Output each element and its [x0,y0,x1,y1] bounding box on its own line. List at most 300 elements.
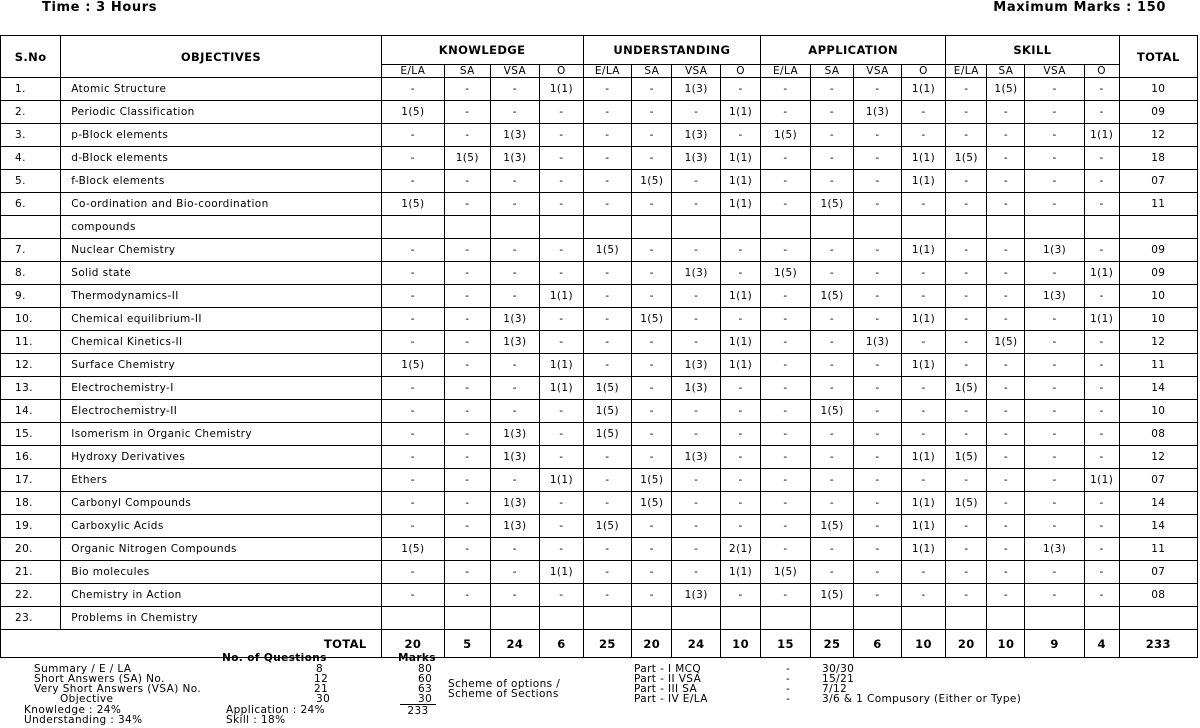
totals-cell: 4 [1084,630,1119,658]
row-cell: - [810,538,853,561]
row-cell: 1(5) [632,308,672,331]
row-cell: 1(3) [672,78,721,101]
max-marks-label: Maximum Marks : 150 [993,0,1166,15]
row-cell: 1(5) [946,446,987,469]
row-cell: - [672,331,721,354]
totals-cell: 6 [854,630,902,658]
row-total: 12 [1119,331,1197,354]
sub-header-cell: O [540,65,583,78]
row-cell: - [810,101,853,124]
part-label: Part - III SA [634,683,698,695]
row-cell: - [540,262,583,285]
totals-cell: 25 [583,630,632,658]
row-cell: - [672,423,721,446]
row-cell: 1(1) [540,285,583,308]
row-cell: - [445,239,490,262]
row-cell [987,607,1025,630]
row-cell: 1(1) [540,377,583,400]
totals-cell: 20 [632,630,672,658]
row-topic: Carbonyl Compounds [61,492,381,515]
row-sno: 10. [1,308,61,331]
row-cell: - [761,101,811,124]
row-cell: - [445,78,490,101]
row-cell: - [445,446,490,469]
row-total: 12 [1119,446,1197,469]
row-cell: - [901,400,945,423]
grand-total: 233 [1119,630,1197,658]
row-cell: - [1084,147,1119,170]
row-cell: - [583,446,632,469]
row-sno: 15. [1,423,61,446]
row-cell: - [854,308,902,331]
row-cell: - [490,101,540,124]
row-cell: - [1025,193,1084,216]
row-cell: - [987,124,1025,147]
summary-questions-heading: No. of Questions [222,652,327,664]
row-cell: - [901,193,945,216]
row-cell: - [540,446,583,469]
row-cell: - [987,423,1025,446]
row-cell: 1(5) [761,124,811,147]
row-cell: - [720,446,760,469]
row-cell: 1(1) [720,101,760,124]
row-cell: 1(1) [1084,308,1119,331]
row-cell: 1(5) [381,538,444,561]
row-cell: - [854,538,902,561]
row-total: 10 [1119,308,1197,331]
row-cell: 1(3) [490,308,540,331]
row-topic: Atomic Structure [61,78,381,101]
row-cell [946,607,987,630]
row-sno: 18. [1,492,61,515]
sub-header-cell: E/LA [381,65,444,78]
row-cell: 1(5) [761,561,811,584]
row-cell: - [490,400,540,423]
row-cell: - [810,469,853,492]
row-cell: - [854,124,902,147]
row-cell: - [1084,446,1119,469]
summary-line-label: Very Short Answers (VSA) No. [34,683,202,695]
totals-cell: 24 [490,630,540,658]
row-cell: 1(1) [720,331,760,354]
totals-cell: 24 [672,630,721,658]
summary-total-marks: 233 [400,704,436,717]
table-row [1,377,1198,400]
row-cell: - [445,492,490,515]
row-cell: - [946,124,987,147]
row-cell: 1(3) [490,515,540,538]
row-sno: 19. [1,515,61,538]
row-cell [810,216,853,239]
row-sno: 8. [1,262,61,285]
row-cell: - [761,446,811,469]
row-cell: - [810,170,853,193]
row-cell: 1(1) [901,515,945,538]
table-row [1,308,1198,331]
row-cell: - [1025,515,1084,538]
row-cell: - [720,308,760,331]
understanding-percent: Understanding : 34% [24,714,143,726]
row-cell: - [946,469,987,492]
row-topic: Hydroxy Derivatives [61,446,381,469]
row-cell: - [672,308,721,331]
row-cell: - [854,193,902,216]
row-cell: - [445,308,490,331]
row-cell: - [490,538,540,561]
row-cell: 1(1) [720,561,760,584]
row-cell: - [672,561,721,584]
row-topic: Problems in Chemistry [61,607,381,630]
row-cell: 1(1) [901,492,945,515]
row-cell: 1(5) [810,193,853,216]
row-cell [1025,216,1084,239]
part-label: Part - I MCQ [634,663,702,675]
time-label: Time : 3 Hours [42,0,158,15]
row-cell: - [445,561,490,584]
row-cell: - [381,78,444,101]
table-row [1,469,1198,492]
row-cell: - [854,147,902,170]
row-cell: 1(1) [1084,262,1119,285]
group-application-header: APPLICATION [761,36,946,65]
row-cell: 1(5) [381,101,444,124]
row-cell: - [854,561,902,584]
row-cell: - [1025,101,1084,124]
row-cell: - [1084,101,1119,124]
sub-header-cell: VSA [490,65,540,78]
row-cell: - [583,331,632,354]
row-cell: - [720,377,760,400]
row-cell: - [761,308,811,331]
row-cell: - [854,515,902,538]
row-cell: - [854,354,902,377]
row-cell: - [720,423,760,446]
row-cell: - [1025,400,1084,423]
row-cell: 1(5) [583,515,632,538]
sub-header-cell: SA [445,65,490,78]
row-cell: - [1084,492,1119,515]
row-cell: - [987,377,1025,400]
group-knowledge-header: KNOWLEDGE [381,36,583,65]
row-cell: 1(1) [720,193,760,216]
row-cell: - [583,285,632,308]
row-cell: - [632,239,672,262]
row-cell [854,607,902,630]
group-understanding-header: UNDERSTANDING [583,36,761,65]
row-cell: - [445,469,490,492]
row-cell: 1(1) [901,78,945,101]
row-cell: - [1084,170,1119,193]
row-cell: 1(3) [490,147,540,170]
row-topic: Carboxylic Acids [61,515,381,538]
skill-percent: Skill : 18% [226,714,286,726]
row-cell: - [720,515,760,538]
row-cell: - [490,193,540,216]
row-cell: - [761,469,811,492]
row-cell: - [946,423,987,446]
row-cell: - [1025,124,1084,147]
row-cell: - [445,584,490,607]
row-cell: - [540,193,583,216]
row-cell: - [987,354,1025,377]
row-cell: 1(1) [901,308,945,331]
sub-header-cell: E/LA [761,65,811,78]
row-cell [720,607,760,630]
table-row [1,607,1198,630]
row-cell: - [761,193,811,216]
row-cell: 1(1) [901,170,945,193]
row-cell: 1(3) [490,331,540,354]
sub-header-cell: O [720,65,760,78]
row-cell: - [672,193,721,216]
row-cell: - [672,492,721,515]
table-row [1,147,1198,170]
col-total-header: TOTAL [1119,36,1197,78]
row-topic: Solid state [61,262,381,285]
row-cell: - [583,124,632,147]
row-cell: 1(1) [901,147,945,170]
totals-cell: 10 [901,630,945,658]
row-cell: 1(3) [854,331,902,354]
row-cell: - [583,308,632,331]
row-cell: - [1025,423,1084,446]
row-topic: p-Block elements [61,124,381,147]
row-cell [672,607,721,630]
row-total: 08 [1119,423,1197,446]
row-cell: - [810,561,853,584]
row-cell: - [854,78,902,101]
row-cell: - [810,262,853,285]
row-cell: - [761,584,811,607]
table-row [1,78,1198,101]
row-cell [901,607,945,630]
row-cell: - [987,400,1025,423]
row-cell: - [583,561,632,584]
row-cell: 1(5) [583,377,632,400]
page-header [0,0,1200,30]
row-cell [854,216,902,239]
row-cell: - [901,561,945,584]
row-cell: - [901,124,945,147]
row-cell: 1(5) [632,492,672,515]
row-sno: 5. [1,170,61,193]
row-sno: 16. [1,446,61,469]
row-cell: - [540,515,583,538]
row-cell [672,216,721,239]
row-cell: 1(3) [1025,538,1084,561]
row-topic: Nuclear Chemistry [61,239,381,262]
row-cell: - [946,584,987,607]
row-cell: 1(3) [672,354,721,377]
row-total: 07 [1119,170,1197,193]
row-sno: 17. [1,469,61,492]
row-cell: 2(1) [720,538,760,561]
row-cell: - [720,584,760,607]
row-cell: - [583,469,632,492]
blueprint-table [0,35,1198,658]
row-cell: - [946,400,987,423]
row-cell: - [720,469,760,492]
part-value: 3/6 & 1 Compusory (Either or Type) [822,693,1022,705]
row-topic: Electrochemistry-II [61,400,381,423]
row-sno: 9. [1,285,61,308]
row-cell: - [810,147,853,170]
row-cell: 1(3) [672,377,721,400]
row-cell: 1(3) [490,492,540,515]
row-cell: - [901,331,945,354]
scheme-sections-label: Scheme of Sections [448,688,559,700]
row-cell: 1(5) [583,239,632,262]
row-cell: - [720,78,760,101]
row-cell: - [761,78,811,101]
row-total: 11 [1119,354,1197,377]
row-cell: - [490,285,540,308]
row-cell: - [854,584,902,607]
row-topic: Bio molecules [61,561,381,584]
row-cell [540,216,583,239]
row-cell: - [381,308,444,331]
row-cell: - [761,377,811,400]
row-cell: - [381,515,444,538]
row-sno: 21. [1,561,61,584]
row-total [1119,216,1197,239]
table-row [1,239,1198,262]
row-total [1119,607,1197,630]
row-topic: compounds [61,216,381,239]
row-sno: 22. [1,584,61,607]
row-cell: - [761,170,811,193]
row-cell: 1(3) [672,584,721,607]
row-cell: - [987,446,1025,469]
row-cell: - [761,400,811,423]
row-cell: 1(3) [672,446,721,469]
part-value: 7/12 [822,683,848,695]
row-cell: - [672,101,721,124]
row-cell: 1(1) [540,469,583,492]
row-cell: - [672,515,721,538]
part-value: 30/30 [822,663,855,675]
row-cell: - [632,446,672,469]
row-cell [761,216,811,239]
row-cell: 1(5) [946,147,987,170]
row-cell [381,216,444,239]
row-cell: - [901,469,945,492]
row-topic: Chemistry in Action [61,584,381,607]
row-cell: - [987,193,1025,216]
table-row [1,193,1198,216]
row-cell: 1(5) [583,400,632,423]
row-cell: - [946,331,987,354]
row-cell: - [854,492,902,515]
row-cell: - [583,170,632,193]
part-label: Part - II VSA [634,673,702,685]
row-cell: - [490,78,540,101]
row-cell: 1(3) [672,147,721,170]
sub-header-cell: O [1084,65,1119,78]
summary-marks-heading: Marks [398,652,436,664]
row-cell: - [381,469,444,492]
row-cell: - [632,354,672,377]
row-cell: - [1025,354,1084,377]
row-cell [901,216,945,239]
row-total: 10 [1119,285,1197,308]
row-cell [540,607,583,630]
row-cell: - [1084,515,1119,538]
row-cell: - [632,400,672,423]
row-cell: - [540,124,583,147]
part-dash: - [786,663,791,675]
row-topic: Electrochemistry-I [61,377,381,400]
row-cell: 1(5) [810,400,853,423]
row-cell: - [1025,262,1084,285]
row-cell: - [987,561,1025,584]
row-cell: - [445,331,490,354]
row-cell: - [632,423,672,446]
row-cell: - [632,124,672,147]
row-cell: - [583,262,632,285]
row-cell: - [720,124,760,147]
row-cell: - [445,170,490,193]
row-cell: - [720,262,760,285]
row-cell: - [1025,377,1084,400]
row-cell: - [987,515,1025,538]
row-cell: - [540,239,583,262]
totals-cell: 25 [810,630,853,658]
part-dash: - [786,673,791,685]
row-cell: - [672,239,721,262]
table-row [1,584,1198,607]
row-topic: Co-ordination and Bio-coordination [61,193,381,216]
row-cell: - [987,538,1025,561]
row-cell: - [381,584,444,607]
row-cell: - [761,331,811,354]
sub-header-cell: VSA [1025,65,1084,78]
row-cell: - [540,170,583,193]
row-cell: - [946,78,987,101]
row-cell: - [672,170,721,193]
row-cell: - [632,538,672,561]
row-cell: - [490,561,540,584]
row-cell: 1(1) [901,239,945,262]
row-cell: - [1025,170,1084,193]
row-total: 11 [1119,193,1197,216]
row-cell: 1(5) [946,377,987,400]
row-cell: 1(3) [1025,239,1084,262]
summary-line-qty: 8 [316,663,324,675]
sub-header-cell: O [901,65,945,78]
col-sno-header: S.No [1,36,61,78]
row-cell: - [632,193,672,216]
row-cell: 1(1) [720,147,760,170]
row-cell: - [632,515,672,538]
row-cell: - [1025,331,1084,354]
row-cell: - [810,124,853,147]
row-cell [810,607,853,630]
row-cell: - [854,400,902,423]
row-cell: - [810,354,853,377]
totals-cell: 6 [540,630,583,658]
row-cell: - [632,331,672,354]
row-cell: - [1084,400,1119,423]
row-cell: 1(1) [720,354,760,377]
row-cell: - [583,492,632,515]
scheme-options-label: Scheme of options / [448,678,561,690]
row-cell [1084,216,1119,239]
row-cell: - [854,262,902,285]
row-cell: - [720,400,760,423]
row-cell: 1(5) [632,170,672,193]
row-cell: - [540,308,583,331]
